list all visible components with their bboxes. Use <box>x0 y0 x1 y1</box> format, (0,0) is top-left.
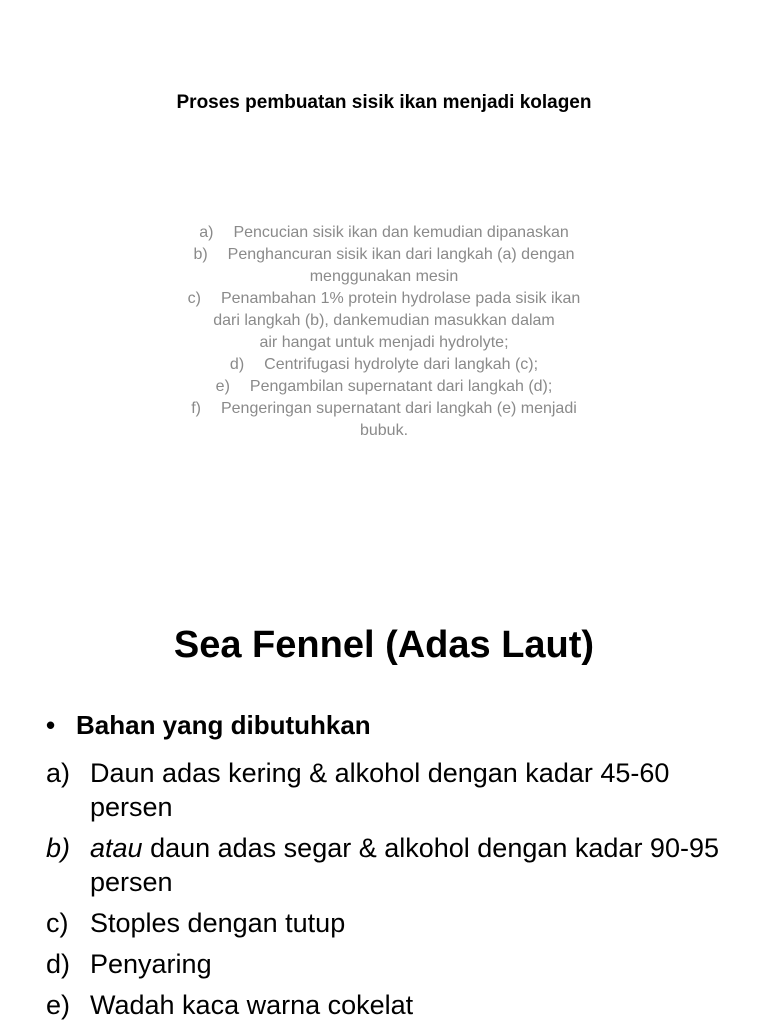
materials-list <box>46 756 746 1029</box>
item-label: d) <box>46 949 71 979</box>
step-text: dari langkah (b), dankemudian masukkan dalam <box>213 312 555 329</box>
step-b <box>0 244 768 288</box>
step-text: Pengambilan supernatant dari langkah (d); <box>249 378 553 395</box>
step-label: d) <box>229 356 245 373</box>
item-italic-prefix: atau <box>90 833 143 863</box>
step-text: air hangat untuk menjadi hydrolyte; <box>259 334 509 351</box>
step-text: menggunakan mesin <box>309 268 459 285</box>
step-e <box>0 376 768 398</box>
step-label: c) <box>187 290 201 307</box>
slide-1-title: Proses pembuatan sisik ikan menjadi kolagen <box>176 92 592 113</box>
slide-2-title: Sea Fennel (Adas Laut) <box>173 624 595 666</box>
list-item <box>46 947 746 981</box>
step-label: a) <box>199 224 214 241</box>
bullet-icon: • <box>46 710 56 740</box>
bullet-heading <box>46 710 371 741</box>
step-label: b) <box>193 246 208 263</box>
step-text: bubuk. <box>359 422 409 439</box>
item-text: Wadah kaca warna cokelat <box>90 990 414 1020</box>
list-item <box>46 906 746 940</box>
process-steps-list <box>0 222 768 442</box>
step-label: f) <box>191 400 201 417</box>
step-text: Centrifugasi hydrolyte dari langkah (c); <box>264 356 539 373</box>
step-text: Pencucian sisik ikan dan kemudian dipanaskan <box>233 224 569 241</box>
item-text: daun adas segar & alkohol dengan kadar 90-95 persen <box>90 833 719 897</box>
item-label: a) <box>46 758 71 788</box>
step-text: Pengeringan supernatant dari langkah (e) menjadi <box>220 400 577 417</box>
step-a <box>0 222 768 244</box>
list-item <box>46 831 746 899</box>
list-item <box>46 756 746 824</box>
item-text: Penyaring <box>90 949 212 979</box>
item-label: c) <box>46 908 69 938</box>
step-f <box>0 398 768 442</box>
list-item <box>46 988 746 1022</box>
bullet-heading-text: Bahan yang dibutuhkan <box>76 710 371 740</box>
item-label: b) <box>46 833 71 863</box>
item-label: e) <box>46 990 71 1020</box>
step-text: Penghancuran sisik ikan dari langkah (a) dengan <box>227 246 575 263</box>
step-d <box>0 354 768 376</box>
item-text: Daun adas kering & alkohol dengan kadar 45-60 persen <box>90 758 670 822</box>
step-label: e) <box>215 378 230 395</box>
step-c <box>0 288 768 354</box>
item-text: Stoples dengan tutup <box>90 908 346 938</box>
step-text: Penambahan 1% protein hydrolase pada sisik ikan <box>220 290 581 307</box>
